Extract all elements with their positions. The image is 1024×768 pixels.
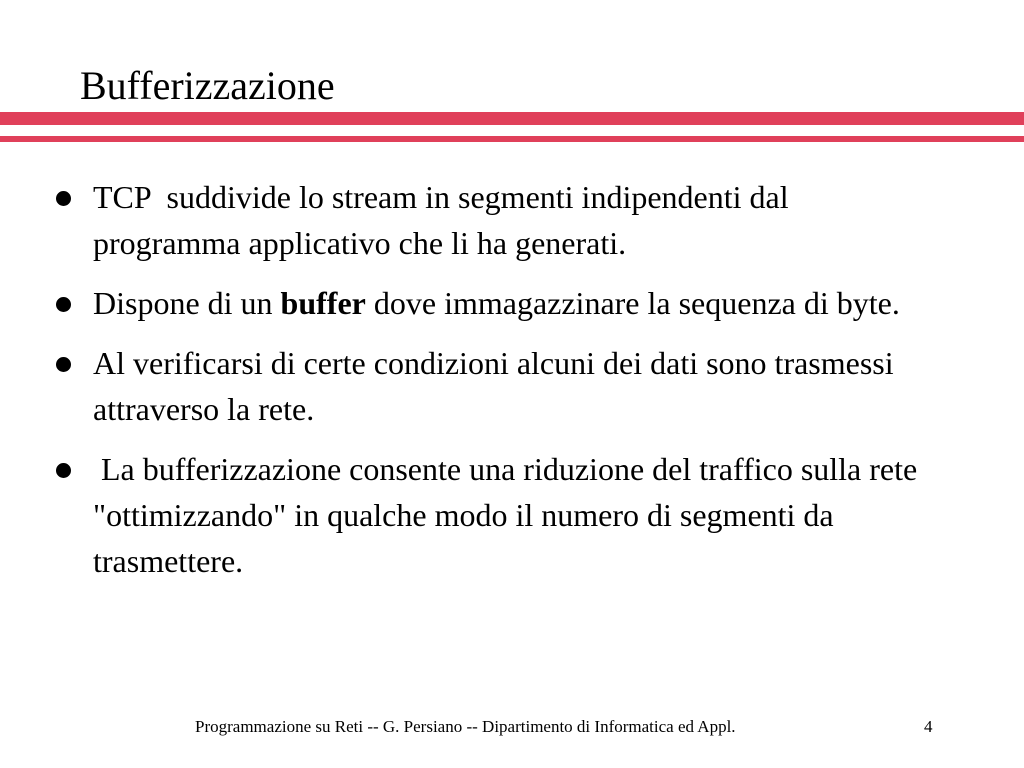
- bullet-dot-icon: [56, 297, 71, 312]
- bullet-text-before: Dispone di un: [93, 285, 281, 321]
- bullet-item: [56, 340, 936, 432]
- slide-footer: Programmazione su Reti -- G. Persiano -- Dipartimento di Informatica ed Appl.: [195, 717, 736, 736]
- bullet-item: [56, 174, 936, 266]
- bullet-text-after: dove immagazzinare la sequenza di byte.: [365, 285, 900, 321]
- bullet-list: [56, 174, 936, 598]
- bullet-dot-icon: [56, 357, 71, 372]
- page-number: 4: [924, 717, 933, 736]
- bullet-dot-icon: [56, 191, 71, 206]
- bullet-item: [56, 446, 936, 584]
- title-rule-thin: [0, 136, 1024, 142]
- bullet-text: La bufferizzazione consente una riduzione del traffico sulla rete "ottimizzando" in qualche modo il numero di segmenti da trasmettere.: [93, 451, 926, 579]
- bullet-item: [56, 280, 936, 326]
- bullet-text-bold: buffer: [280, 285, 366, 321]
- bullet-text: TCP suddivide lo stream in segmenti indipendenti dal programma applicativo che li ha generati.: [93, 179, 797, 261]
- title-rule-thick: [0, 112, 1024, 125]
- slide-title: Bufferizzazione: [80, 63, 335, 108]
- bullet-text: Al verificarsi di certe condizioni alcuni dei dati sono trasmessi attraverso la rete.: [93, 345, 902, 427]
- bullet-dot-icon: [56, 463, 71, 478]
